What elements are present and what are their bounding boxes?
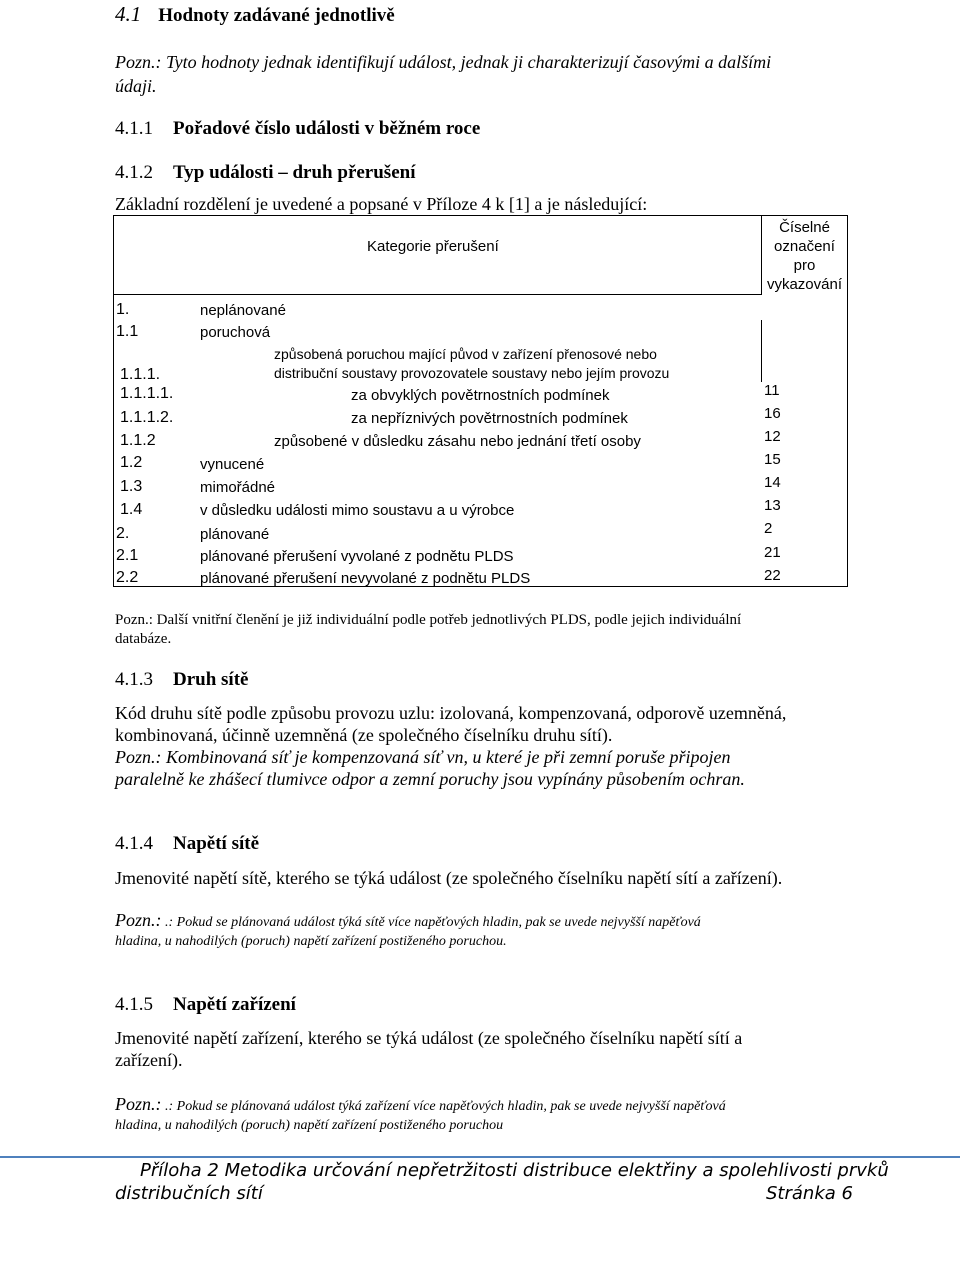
section-heading-4-1 [115,2,395,27]
paragraph-equipment-voltage-line1: Jmenovité napětí zařízení, kterého se týká událost (ze společného číselníku napětí sítí a [115,1028,743,1048]
paragraph-network-type-line1: Kód druhu sítě podle způsobu provozu uzlu: izolovaná, kompenzovaná, odporově uzemněná, [115,703,787,723]
note-table-line2: databáze. [115,631,172,647]
paragraph-equipment-voltage-line2: zařízení). [115,1050,183,1070]
note-text: Tyto hodnoty jednak identifikují událost, jednak ji charakterizují časovými a dalšími [161,52,772,72]
section-title: Hodnoty zadávané jednotlivě [158,5,395,26]
note-network-type-line1: Pozn.: Kombinovaná síť je kompenzovaná síť vn, u které je při zemní poruše připojen [115,747,731,767]
section-number: 4.1.1 [115,118,153,139]
section-heading-4-1-4: 4.1.4 Napětí sítě [115,833,260,854]
section-number: 4.1 [115,2,142,26]
note-network-voltage-line1: Pozn.: .: Pokud se plánovaná událost týká sítě více napěťových hladin, pak se uvede nejvyšší napěťová [115,910,701,930]
section-title: Pořadové číslo události v běžném roce [173,118,481,139]
intro-text: Základní rozdělení je uvedené a popsané v Příloze 4 k [1] a je následující: [115,194,648,214]
note-top-line1 [115,52,771,73]
section-title: Typ události – druh přerušení [173,162,416,183]
note-equipment-voltage-line2: hladina, u nahodilých (poruch) napětí zařízení postiženého poruchou [115,1118,504,1133]
section-heading-4-1-3: 4.1.3 Druh sítě [115,669,249,690]
note-network-type-line2: paralelně ke zhášecí tlumivce odpor a zemní poruchy jsou vypínány působením ochran. [115,769,745,789]
paragraph-network-voltage: Jmenovité napětí sítě, kterého se týká událost (ze společného číselníku napětí sítí a zařízení). [115,868,783,888]
footer-title-line1: Příloha 2 Metodika určování nepřetržitosti distribuce elektřiny a spolehlivosti prvků [140,1160,889,1181]
footer-title-line2: distribučních sítí [115,1183,263,1204]
note-top-line2: údaji. [115,76,157,96]
note-prefix: Pozn.: [115,52,162,72]
paragraph-network-type-line2: kombinovaná, účinně uzemněná (ze společného číselníku druhu sítí). [115,725,613,745]
section-number: 4.1.2 [115,162,153,183]
note-equipment-voltage-line1: Pozn.: .: Pokud se plánovaná událost týká zařízení více napěťových hladin, pak se uvede nejvyšší napěťová [115,1094,726,1114]
page-number: Stránka 6 [766,1183,853,1204]
footer-rule [0,1156,960,1158]
header-category: Kategorie přerušení [367,238,499,255]
header-code: Číselné označení pro vykazování [766,219,843,293]
section-heading-4-1-1 [115,118,480,140]
note-table-line1: Pozn.: Další vnitřní členění je již individuální podle potřeb jednotlivých PLDS, podle jejich individuální [115,612,742,628]
section-heading-4-1-5: 4.1.5 Napětí zařízení [115,994,296,1015]
section-heading-4-1-2 [115,162,415,184]
note-network-voltage-line2: hladina, u nahodilých (poruch) napětí zařízení postiženého poruchou. [115,934,507,949]
